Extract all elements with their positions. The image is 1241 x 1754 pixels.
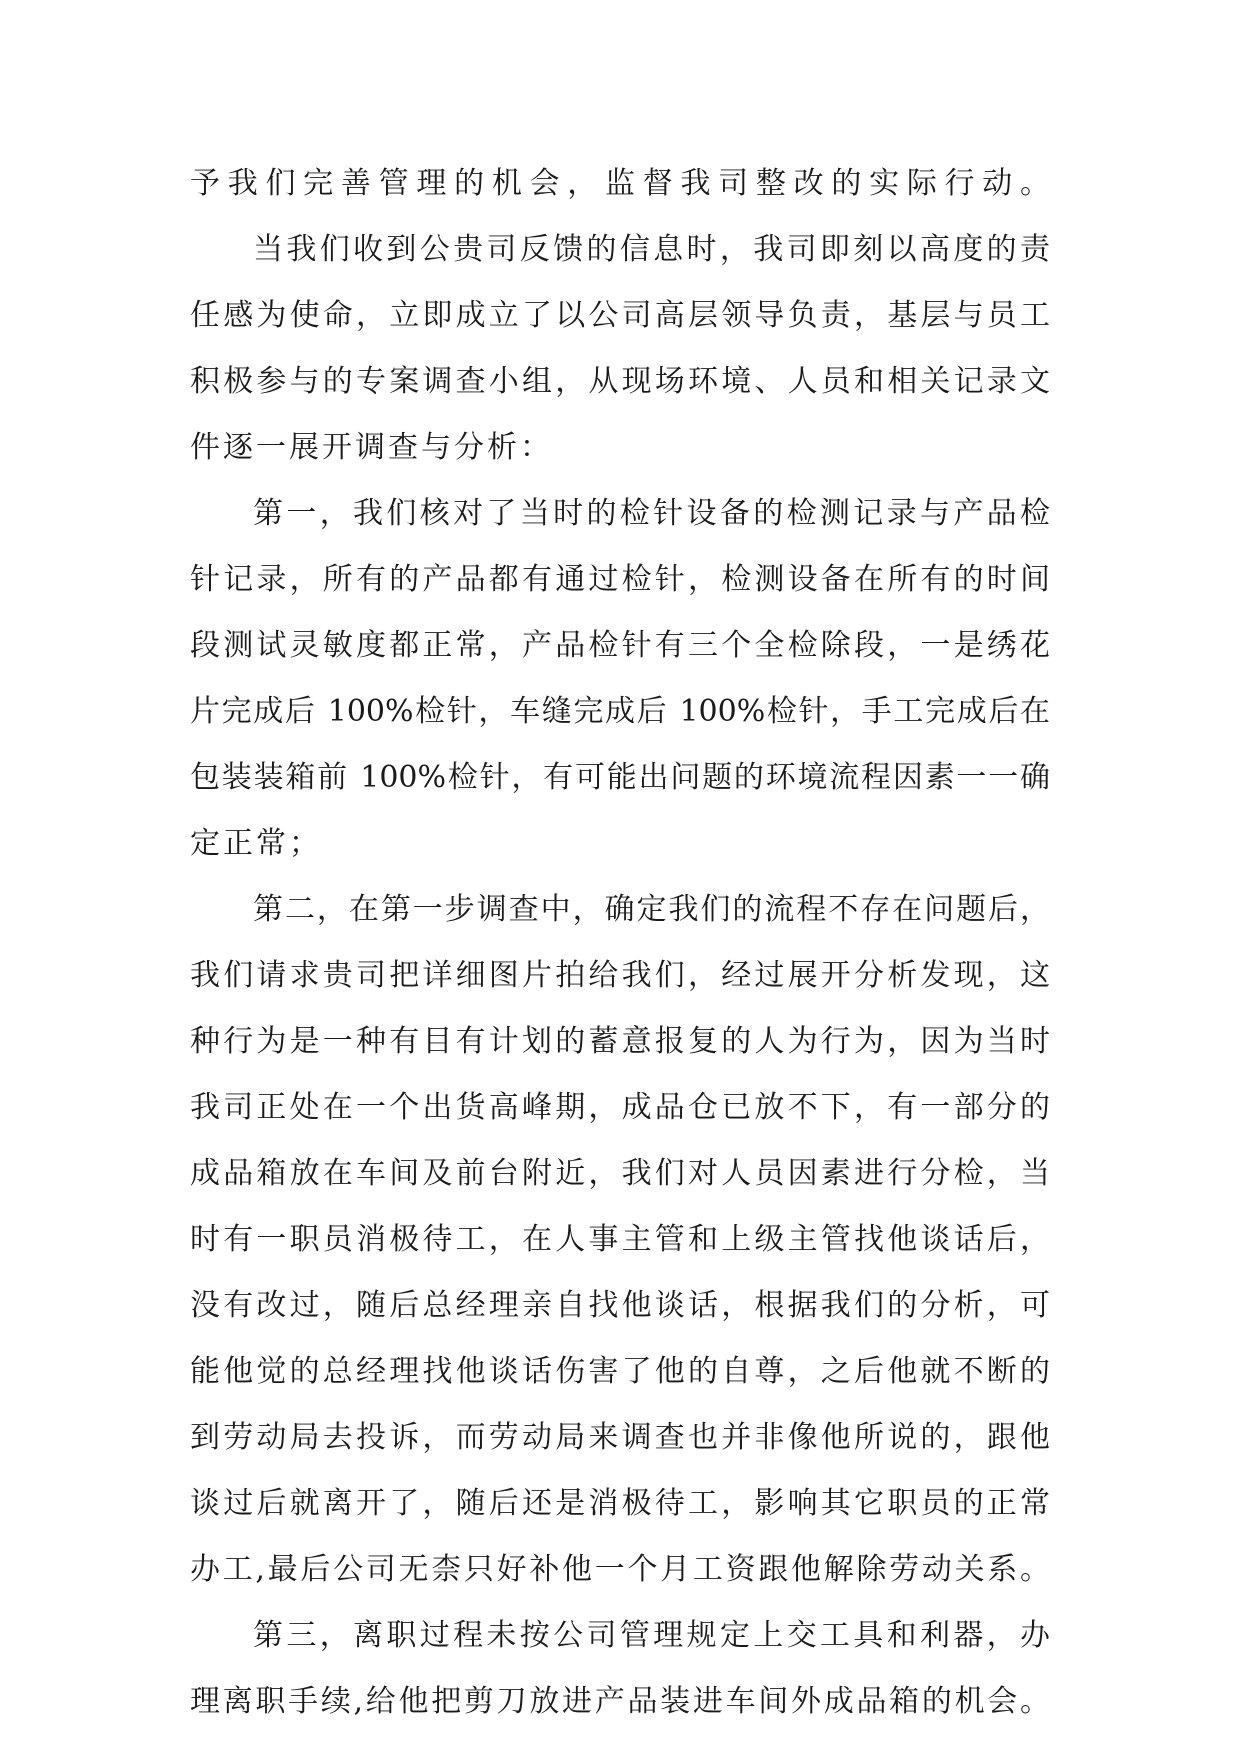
- text-line: 第三，离职过程未按公司管理规定上交工具和利器，办: [253, 1618, 1050, 1653]
- text-line: 第一，我们核对了当时的检针设备的检测记录与产品检: [253, 496, 1050, 531]
- text-line: 段测试灵敏度都正常，产品检针有三个全检除段，一是绣花: [190, 628, 1050, 663]
- text-line: 理离职手续,给他把剪刀放进产品装进车间外成品箱的机会。: [190, 1684, 1050, 1719]
- text-line: 到劳动局去投诉，而劳动局来调查也并非像他所说的，跟他: [190, 1420, 1050, 1455]
- text-line: 包装装箱前 100%检针，有可能出问题的环境流程因素一一确: [190, 760, 1050, 795]
- text-line: 任感为使命，立即成立了以公司高层领导负责，基层与员工: [190, 298, 1050, 333]
- text-line: 针记录，所有的产品都有通过检针，检测设备在所有的时间: [190, 562, 1050, 597]
- text-line: 没有改过，随后总经理亲自找他谈话，根据我们的分析，可: [190, 1288, 1050, 1323]
- text-line: 当我们收到公贵司反馈的信息时，我司即刻以高度的责: [253, 232, 1050, 267]
- text-line: 办工,最后公司无柰只好补他一个月工资跟他解除劳动关系。: [190, 1552, 1050, 1587]
- text-line: 谈过后就离开了，随后还是消极待工，影响其它职员的正常: [190, 1486, 1050, 1521]
- text-line: 成品箱放在车间及前台附近，我们对人员因素进行分检，当: [190, 1156, 1050, 1191]
- text-line: 我们请求贵司把详细图片拍给我们，经过展开分析发现，这: [190, 958, 1050, 993]
- text-line: 能他觉的总经理找他谈话伤害了他的自尊，之后他就不断的: [190, 1354, 1050, 1389]
- text-line: 第二，在第一步调查中，确定我们的流程不存在问题后，: [253, 892, 1050, 927]
- text-line: 件逐一展开调查与分析：: [190, 430, 553, 465]
- text-line: 片完成后 100%检针，车缝完成后 100%检针，手工完成后在: [190, 694, 1050, 729]
- text-line: 时有一职员消极待工，在人事主管和上级主管找他谈话后，: [190, 1222, 1050, 1257]
- text-line: 予我们完善管理的机会，监督我司整改的实际行动。: [190, 166, 1050, 201]
- text-line: 我司正处在一个出货高峰期，成品仓已放不下，有一部分的: [190, 1090, 1050, 1125]
- text-line: 定正常；: [190, 826, 322, 861]
- text-line: 种行为是一种有目有计划的蓄意报复的人为行为，因为当时: [190, 1024, 1050, 1059]
- text-line: 积极参与的专案调查小组，从现场环境、人员和相关记录文: [190, 364, 1050, 399]
